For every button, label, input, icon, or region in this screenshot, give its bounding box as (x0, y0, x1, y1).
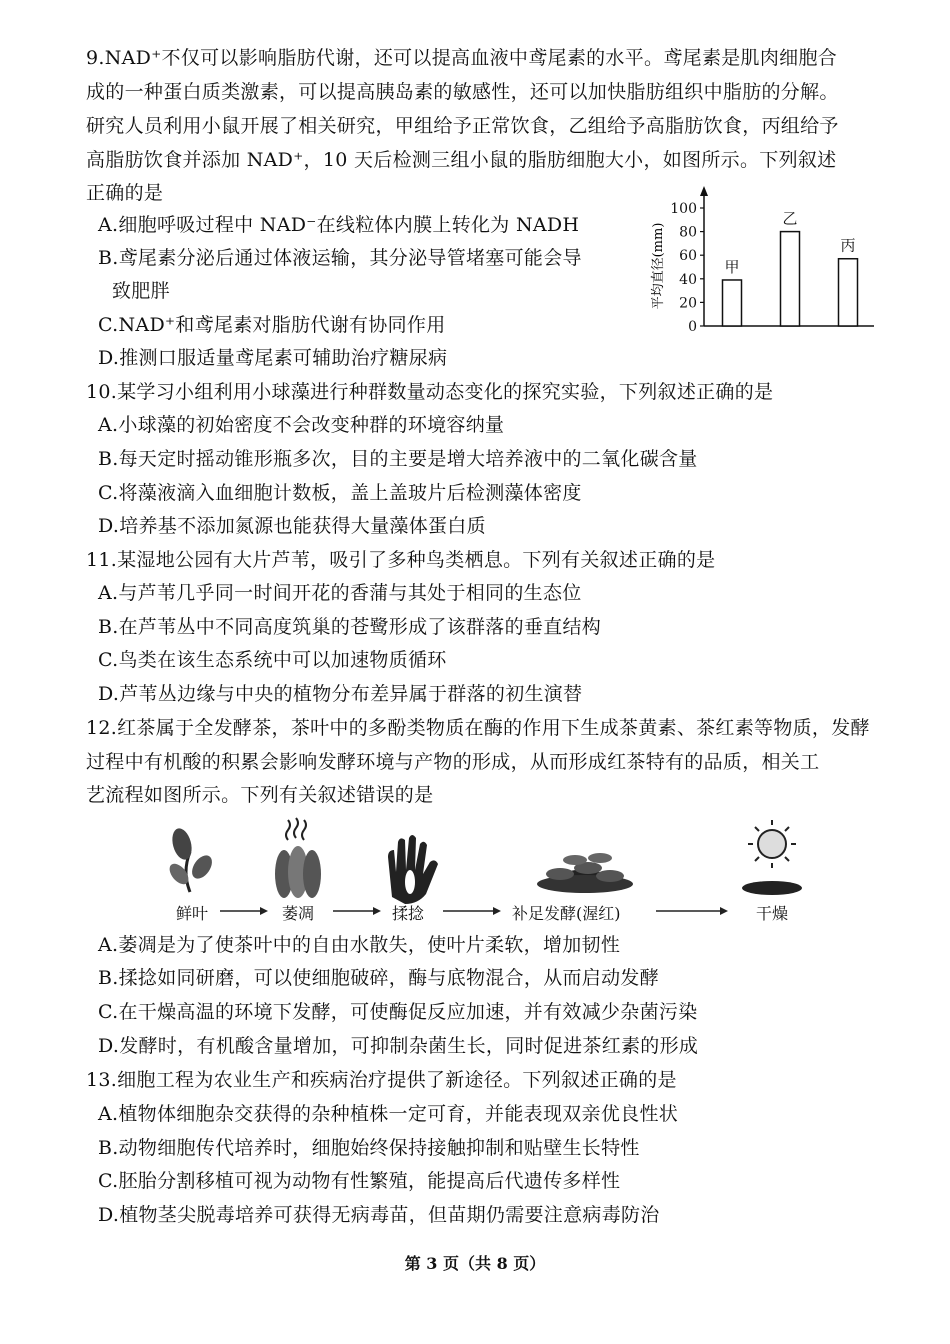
q12-stem-line-3: 艺流程如图所示。下列有关叙述错误的是 (86, 784, 434, 806)
q9-option-b-cont: 致肥胖 (112, 280, 170, 302)
q10-option-d: D.培养基不添加氮源也能获得大量藻体蛋白质 (98, 515, 486, 537)
q9-option-d: D.推测口服适量鸢尾素可辅助治疗糖尿病 (98, 347, 448, 369)
q9-stem-line-5: 正确的是 (86, 182, 164, 204)
q9-option-a: A.细胞呼吸过程中 NAD⁻在线粒体内膜上转化为 NADH (98, 214, 580, 236)
q13-option-d: D.植物茎尖脱毒培养可获得无病毒苗，但苗期仍需要注意病毒防治 (98, 1204, 660, 1226)
q13-option-b: B.动物细胞传代培养时，细胞始终保持接触抑制和贴壁生长特性 (98, 1137, 640, 1159)
q13-option-a: A.植物体细胞杂交获得的杂种植株一定可育，并能表现双亲优良性状 (98, 1103, 679, 1125)
q10-option-c: C.将藻液滴入血细胞计数板，盖上盖玻片后检测藻体密度 (98, 482, 582, 504)
y-tick-label: 40 (679, 271, 697, 288)
flow-step-fermentation: 补足发酵(渥红) (512, 904, 621, 923)
bar-category-label: 丙 (840, 236, 856, 255)
q10-option-b: B.每天定时摇动锥形瓶多次，目的主要是增大培养液中的二氧化碳含量 (98, 448, 698, 470)
bar-chart (640, 178, 890, 338)
flow-arrow-icon (443, 907, 501, 915)
q9-stem-line-2: 成的一种蛋白质类激素，可以提高胰岛素的敏感性，还可以加快脂肪组织中脂肪的分解。 (86, 81, 839, 103)
q13-stem: 13.细胞工程为农业生产和疾病治疗提供了新途径。下列叙述正确的是 (86, 1069, 677, 1091)
flow-arrow-icon (220, 907, 268, 915)
dried-tea-icon (742, 881, 802, 895)
q11-option-a: A.与芦苇几乎同一时间开花的香蒲与其处于相同的生态位 (98, 582, 582, 604)
q12-stem-line-2: 过程中有机酸的积累会影响发酵环境与产物的形成，从而形成红茶特有的品质，相关工 (86, 751, 820, 773)
flow-arrow-icon (656, 907, 728, 915)
bar-category-label: 甲 (724, 257, 740, 276)
y-axis-arrow (700, 186, 708, 196)
bar-3 (839, 259, 858, 326)
q9-stem-line-1: 9.NAD⁺不仅可以影响脂肪代谢，还可以提高血液中鸢尾素的水平。鸢尾素是肌肉细胞合 (86, 47, 838, 69)
q9-stem-line-4: 高脂肪饮食并添加 NAD⁺，10 天后检测三组小鼠的脂肪细胞大小，如图所示。下列叙述 (86, 149, 837, 171)
q11-option-b: B.在芦苇丛中不同高度筑巢的苍鹭形成了该群落的垂直结构 (98, 616, 602, 638)
flow-step-fresh-leaf: 鲜叶 (176, 904, 209, 923)
q11-option-d: D.芦苇丛边缘与中央的植物分布差异属于群落的初生演替 (98, 683, 583, 705)
q12-option-a: A.萎凋是为了使茶叶中的自由水散失，使叶片柔软，增加韧性 (98, 934, 621, 956)
fresh-leaf-icon (166, 826, 216, 892)
withering-leaves-icon (275, 818, 321, 898)
bar-2 (781, 232, 800, 326)
q9-stem-line-3: 研究人员利用小鼠开展了相关研究，甲组给予正常饮食，乙组给予高脂肪饮食，丙组给予 (86, 115, 839, 137)
q11-option-c: C.鸟类在该生态系统中可以加速物质循环 (98, 649, 447, 671)
q12-option-b: B.揉捻如同研磨，可以使细胞破碎，酶与底物混合，从而启动发酵 (98, 967, 660, 989)
y-tick-label: 100 (670, 201, 697, 217)
y-axis-label: 平均直径(mm) (651, 222, 666, 310)
y-tick-label: 80 (679, 224, 697, 241)
y-tick-label: 0 (688, 319, 697, 335)
q12-option-c: C.在干燥高温的环境下发酵，可使酶促反应加速，并有效减少杂菌污染 (98, 1001, 698, 1023)
q12-stem-line-1: 12.红茶属于全发酵茶，茶叶中的多酚类物质在酶的作用下生成茶黄素、茶红素等物质，发酵 (86, 717, 870, 739)
sun-icon (748, 820, 796, 868)
q9-option-c: C.NAD⁺和鸢尾素对脂肪代谢有协同作用 (98, 314, 446, 336)
process-flow-diagram (160, 812, 820, 927)
q11-stem: 11.某湿地公园有大片芦苇，吸引了多种鸟类栖息。下列有关叙述正确的是 (86, 549, 716, 571)
bar-1 (723, 280, 742, 326)
flow-step-drying: 干燥 (756, 904, 789, 923)
q10-stem: 10.某学习小组利用小球藻进行种群数量动态变化的探究实验，下列叙述正确的是 (86, 381, 774, 403)
flow-step-withering: 萎凋 (282, 904, 315, 923)
q12-option-d: D.发酵时，有机酸含量增加，可抑制杂菌生长，同时促进茶红素的形成 (98, 1035, 699, 1057)
y-tick-label: 60 (679, 248, 697, 265)
rolling-hand-icon (388, 835, 438, 904)
page-footer: 第 3 页（共 8 页） (404, 1254, 546, 1273)
y-tick-label: 20 (679, 295, 697, 312)
q10-option-a: A.小球藻的初始密度不会改变种群的环境容纳量 (98, 414, 505, 436)
bar-category-label: 乙 (782, 209, 798, 228)
flow-arrow-icon (333, 907, 381, 915)
fermentation-pile-icon (537, 853, 633, 893)
q13-option-c: C.胚胎分割移植可视为动物有性繁殖，能提高后代遗传多样性 (98, 1170, 621, 1192)
flow-step-rolling: 揉捻 (392, 904, 425, 923)
q9-option-b: B.鸢尾素分泌后通过体液运输，其分泌导管堵塞可能会导 (98, 247, 582, 269)
